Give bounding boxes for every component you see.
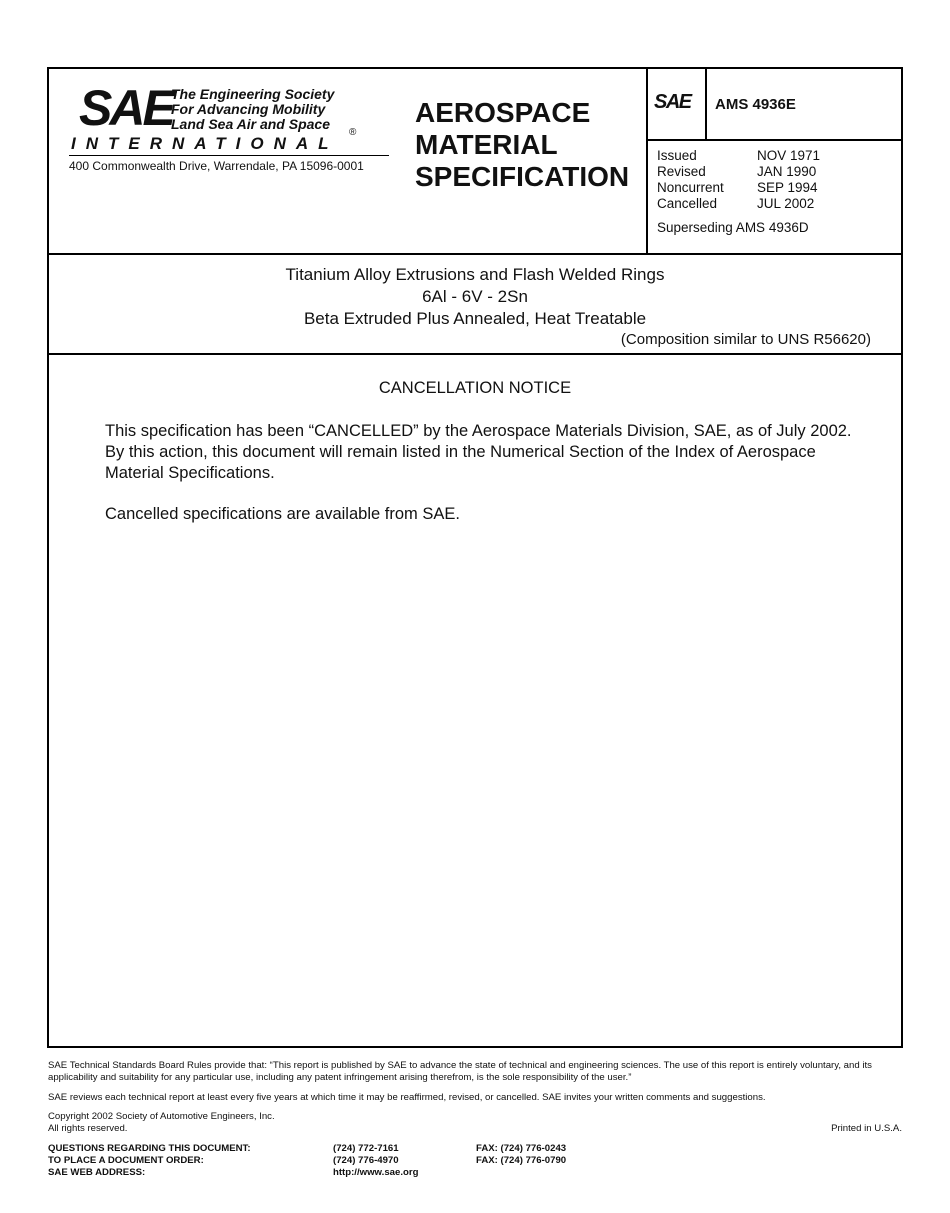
web-address-link[interactable]: http://www.sae.org	[333, 1167, 419, 1178]
cancellation-heading: CANCELLATION NOTICE	[378, 379, 572, 397]
date-label: Cancelled	[657, 196, 718, 211]
date-value: JAN 1990	[757, 164, 817, 179]
superseding-note: Superseding AMS 4936D	[657, 220, 809, 235]
contact-label: QUESTIONS REGARDING THIS DOCUMENT:	[48, 1143, 251, 1154]
date-row	[657, 180, 820, 196]
registered-mark: ®	[349, 127, 357, 138]
footer-copyright: Copyright 2002 Society of Automotive Engineers, Inc.	[48, 1111, 275, 1122]
sae-international: INTERNATIONAL	[71, 134, 339, 153]
title-line: MATERIAL	[415, 129, 558, 160]
material-title-line: Beta Extruded Plus Annealed, Heat Treatable	[303, 309, 647, 328]
sae-tagline	[171, 87, 334, 132]
footer-rules: SAE Technical Standards Board Rules provide that: “This report is published by SAE to advance the state of technical and engineering sciences. The use of this report is entirely voluntary, and its applicability and suitability for any particular use, including any patent infringement arising therefrom, is the sole responsibility of the user.”	[48, 1060, 872, 1083]
date-row	[657, 196, 820, 212]
tagline-line: The Engineering Society	[171, 86, 335, 102]
contact-label: TO PLACE A DOCUMENT ORDER:	[48, 1155, 204, 1166]
material-title-line: Titanium Alloy Extrusions and Flash Welded Rings	[285, 265, 665, 284]
footer-rights: All rights reserved.	[48, 1123, 128, 1134]
material-title-line: 6Al - 6V - 2Sn	[422, 287, 528, 306]
contact-phone: (724) 772-7161	[333, 1143, 399, 1154]
date-label: Noncurrent	[657, 180, 724, 195]
date-value: NOV 1971	[757, 148, 821, 163]
document-type-title	[415, 97, 629, 193]
cancellation-paragraph: This specification has been “CANCELLED” by the Aerospace Materials Division, SAE, as of July 2002. By this action, this document will remain listed in the Numerical Section of the Index of Aerospace Material Specifications.	[105, 422, 852, 482]
date-label: Issued	[657, 148, 697, 163]
title-line: SPECIFICATION	[415, 161, 630, 192]
contact-label: SAE WEB ADDRESS:	[48, 1167, 146, 1178]
composition-note: (Composition similar to UNS R56620)	[620, 331, 871, 348]
footer-review: SAE reviews each technical report at least every five years at which time it may be reaffirmed, revised, or cancelled. SAE invites your written comments and suggestions.	[48, 1092, 766, 1103]
sae-logo-mark: SAE	[79, 80, 173, 136]
sae-small-logo: SAE	[654, 91, 691, 113]
contact-fax: FAX: (724) 776-0243	[476, 1143, 567, 1154]
material-title-block	[49, 255, 901, 355]
contact-fax: FAX: (724) 776-0790	[476, 1155, 567, 1166]
title-line: AEROSPACE	[415, 97, 591, 128]
document-header	[49, 69, 901, 255]
small-logo-cell	[648, 69, 707, 139]
logo-divider	[69, 155, 389, 156]
revision-dates	[657, 148, 820, 212]
date-value: JUL 2002	[757, 196, 815, 211]
sae-address: 400 Commonwealth Drive, Warrendale, PA 15096-0001	[69, 159, 364, 173]
contact-phone: (724) 776-4970	[333, 1155, 399, 1166]
document-frame	[47, 67, 903, 1048]
doc-number-row	[648, 69, 903, 141]
document-info-box	[646, 69, 903, 253]
date-row	[657, 164, 820, 180]
tagline-line: Land Sea Air and Space	[171, 116, 330, 132]
document-number: AMS 4936E	[715, 96, 796, 113]
date-row	[657, 148, 820, 164]
availability-paragraph: Cancelled specifications are available from SAE.	[105, 505, 460, 523]
sae-logo	[49, 69, 409, 253]
tagline-line: For Advancing Mobility	[171, 101, 326, 117]
date-label: Revised	[657, 164, 706, 179]
date-value: SEP 1994	[757, 180, 818, 195]
footer-printed: Printed in U.S.A.	[831, 1123, 902, 1134]
